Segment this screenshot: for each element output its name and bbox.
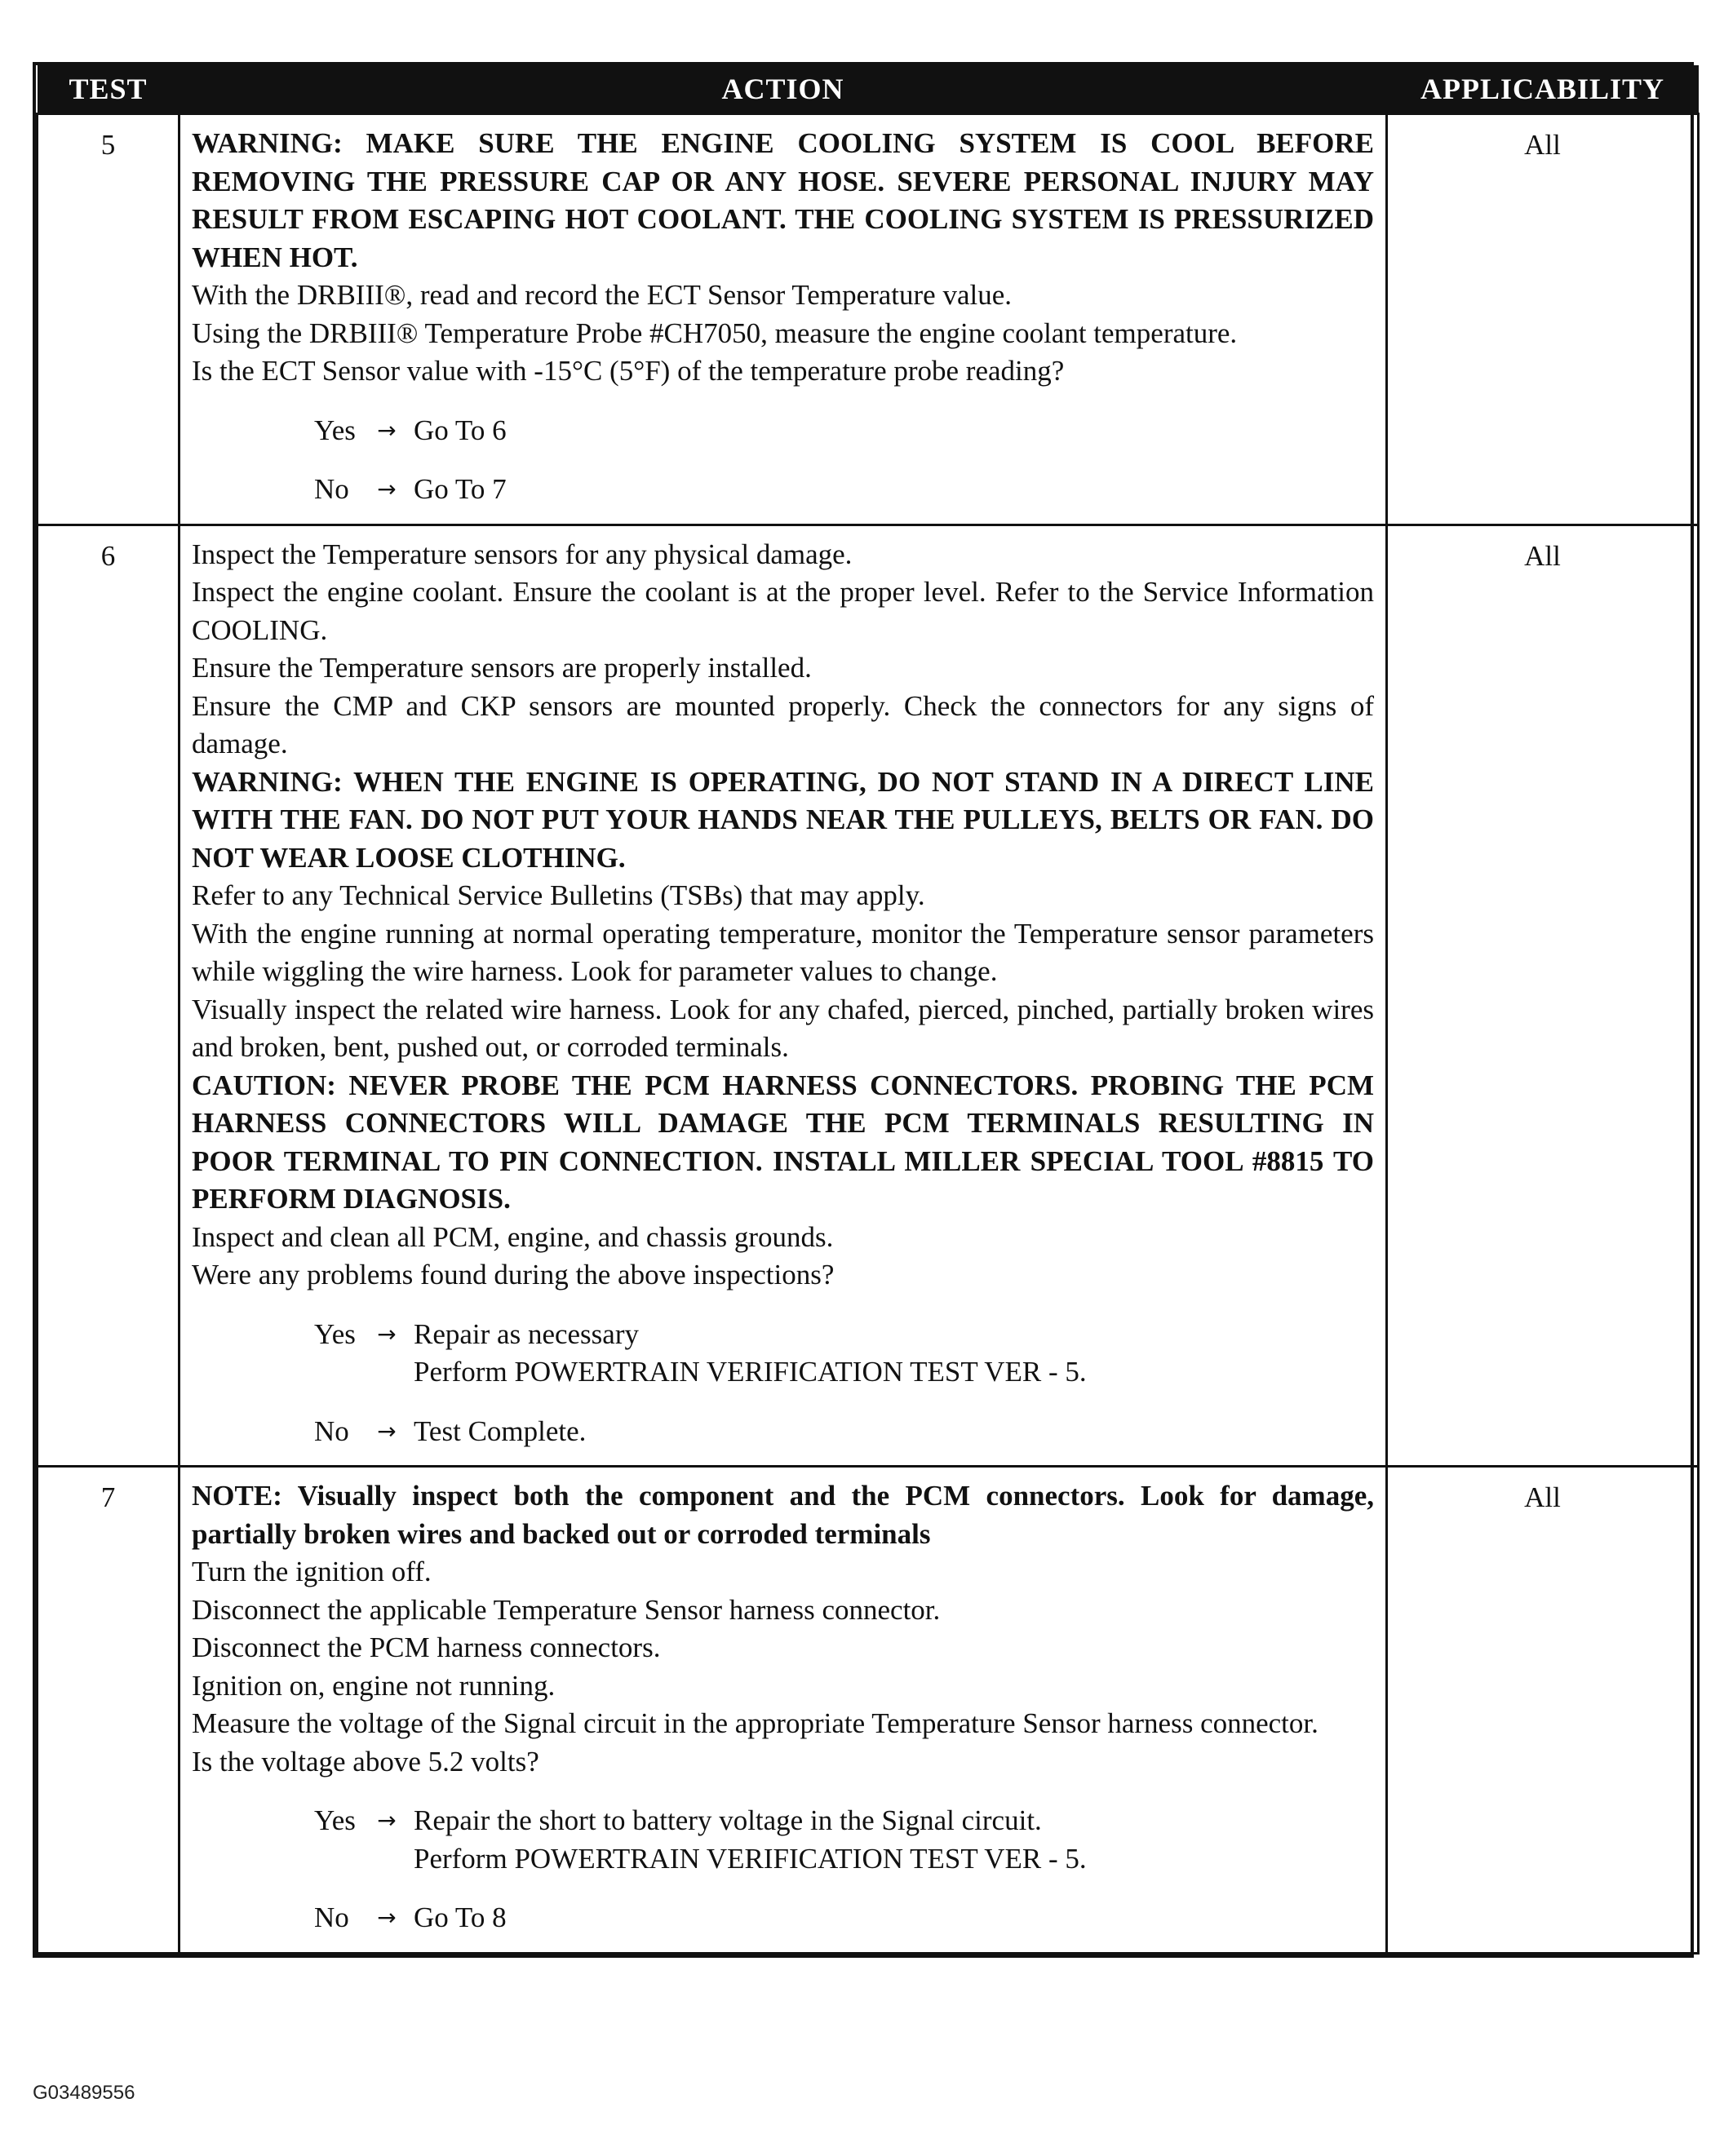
answer-line: Repair the short to battery voltage in the Signal circuit. <box>414 1804 1042 1836</box>
action-step: Turn the ignition off. <box>192 1556 432 1587</box>
action-step: Inspect the engine coolant. Ensure the coolant is at the proper level. Refer to the Service Information COOLING. <box>192 576 1374 646</box>
answer-key: Yes <box>314 1804 356 1836</box>
diagnostic-table <box>36 65 1700 1955</box>
action-step: Ensure the Temperature sensors are properly installed. <box>192 652 812 684</box>
answer-key: Yes <box>314 1317 356 1350</box>
answer-no <box>314 471 1374 509</box>
figure-code: G03489556 <box>33 2082 135 2104</box>
action-cell <box>179 525 1387 1467</box>
table-row <box>38 525 1699 1467</box>
right-arrow-icon: → <box>377 1320 397 1348</box>
action-step: Using the DRBIII® Temperature Probe #CH7050, measure the engine coolant temperature. <box>192 317 1238 349</box>
action-step: Ignition on, engine not running. <box>192 1669 556 1702</box>
answer-result <box>404 471 1374 509</box>
action-step: Disconnect the PCM harness connectors. <box>192 1631 661 1663</box>
action-question: Is the voltage above 5.2 volts? <box>192 1745 539 1777</box>
answer-list <box>192 1802 1374 1937</box>
answer-line: Go To 6 <box>414 414 507 446</box>
action-step: Refer to any Technical Service Bulletins (TSBs) that may apply. <box>192 879 925 911</box>
answer-key: No <box>314 1414 349 1447</box>
caution-text: CAUTION: NEVER PROBE THE PCM HARNESS CONNECTORS. PROBING THE PCM HARNESS CONNECTORS WILL DAMAGE THE PCM TERMINALS RESULTING IN POOR TERMINAL TO PIN CONNECTION. INSTALL MILLER SPECIAL TOOL #8815 TO PERFORM DIAGNOSIS. <box>192 1069 1374 1215</box>
header-action: ACTION <box>179 65 1387 114</box>
test-number: 6 <box>38 525 179 1467</box>
table-row <box>38 1467 1699 1954</box>
answer-list <box>192 1316 1374 1451</box>
applicability-value: All <box>1387 114 1699 525</box>
answer-result <box>404 1413 1374 1451</box>
warning-text: WARNING: WHEN THE ENGINE IS OPERATING, DO NOT STAND IN A DIRECT LINE WITH THE FAN. DO NOT PUT YOUR HANDS NEAR THE PULLEYS, BELTS OR FAN. DO NOT WEAR LOOSE CLOTHING. <box>192 765 1374 874</box>
header-test: TEST <box>38 65 179 114</box>
right-arrow-icon: → <box>377 1417 397 1445</box>
action-cell <box>179 1467 1387 1954</box>
answer-list <box>192 412 1374 509</box>
right-arrow-icon: → <box>377 1807 397 1834</box>
action-step: Inspect and clean all PCM, engine, and chassis grounds. <box>192 1220 834 1253</box>
answer-result <box>404 412 1374 450</box>
note-text: NOTE: Visually inspect both the component and the PCM connectors. Look for damage, partially broken wires and backed out or corroded terminals <box>192 1480 1374 1550</box>
action-step: Inspect the Temperature sensors for any physical damage. <box>192 538 853 570</box>
answer-line: Perform POWERTRAIN VERIFICATION TEST VER - 5. <box>414 1842 1087 1875</box>
answer-key: No <box>314 473 349 505</box>
right-arrow-icon: → <box>377 416 397 444</box>
answer-yes <box>314 1802 1374 1878</box>
action-question: Were any problems found during the above inspections? <box>192 1259 835 1291</box>
header-applicability: APPLICABILITY <box>1387 65 1699 114</box>
answer-key: Yes <box>314 414 356 446</box>
answer-no <box>314 1899 1374 1937</box>
diagnostic-table-frame <box>33 62 1694 1958</box>
right-arrow-icon: → <box>377 1904 397 1931</box>
answer-key: No <box>314 1901 349 1933</box>
answer-yes <box>314 412 1374 450</box>
action-question: Is the ECT Sensor value with -15°C (5°F) of the temperature probe reading? <box>192 355 1065 387</box>
answer-result <box>404 1802 1374 1878</box>
warning-text: WARNING: MAKE SURE THE ENGINE COOLING SYSTEM IS COOL BEFORE REMOVING THE PRESSURE CAP OR ANY HOSE. SEVERE PERSONAL INJURY MAY RESULT FROM ESCAPING HOT COOLANT. THE COOLING SYSTEM IS PRESSURIZED WHEN HOT. <box>192 127 1374 273</box>
answer-line: Repair as necessary <box>414 1317 639 1350</box>
answer-line: Go To 7 <box>414 473 507 505</box>
action-step: With the DRBIII®, read and record the ECT Sensor Temperature value. <box>192 279 1013 311</box>
answer-line: Test Complete. <box>414 1414 587 1447</box>
table-header-row <box>38 65 1699 114</box>
answer-line: Go To 8 <box>414 1901 507 1933</box>
action-step: Measure the voltage of the Signal circuit in the appropriate Temperature Sensor harness connector. <box>192 1707 1318 1739</box>
action-step: With the engine running at normal operating temperature, monitor the Temperature sensor parameters while wiggling the wire harness. Look for parameter values to change. <box>192 917 1374 987</box>
answer-no <box>314 1413 1374 1451</box>
action-step: Ensure the CMP and CKP sensors are mounted properly. Check the connectors for any signs of damage. <box>192 689 1374 759</box>
applicability-value: All <box>1387 1467 1699 1954</box>
table-row <box>38 114 1699 525</box>
answer-result <box>404 1316 1374 1392</box>
action-step: Visually inspect the related wire harness. Look for any chafed, pierced, pinched, partially broken wires and broken, bent, pushed out, or corroded terminals. <box>192 993 1374 1063</box>
test-number: 7 <box>38 1467 179 1954</box>
right-arrow-icon: → <box>377 476 397 502</box>
table-body <box>38 114 1699 1954</box>
action-step: Disconnect the applicable Temperature Sensor harness connector. <box>192 1593 941 1626</box>
action-cell <box>179 114 1387 525</box>
test-number: 5 <box>38 114 179 525</box>
answer-line: Perform POWERTRAIN VERIFICATION TEST VER - 5. <box>414 1356 1087 1388</box>
applicability-value: All <box>1387 525 1699 1467</box>
answer-result <box>404 1899 1374 1937</box>
answer-yes <box>314 1316 1374 1392</box>
